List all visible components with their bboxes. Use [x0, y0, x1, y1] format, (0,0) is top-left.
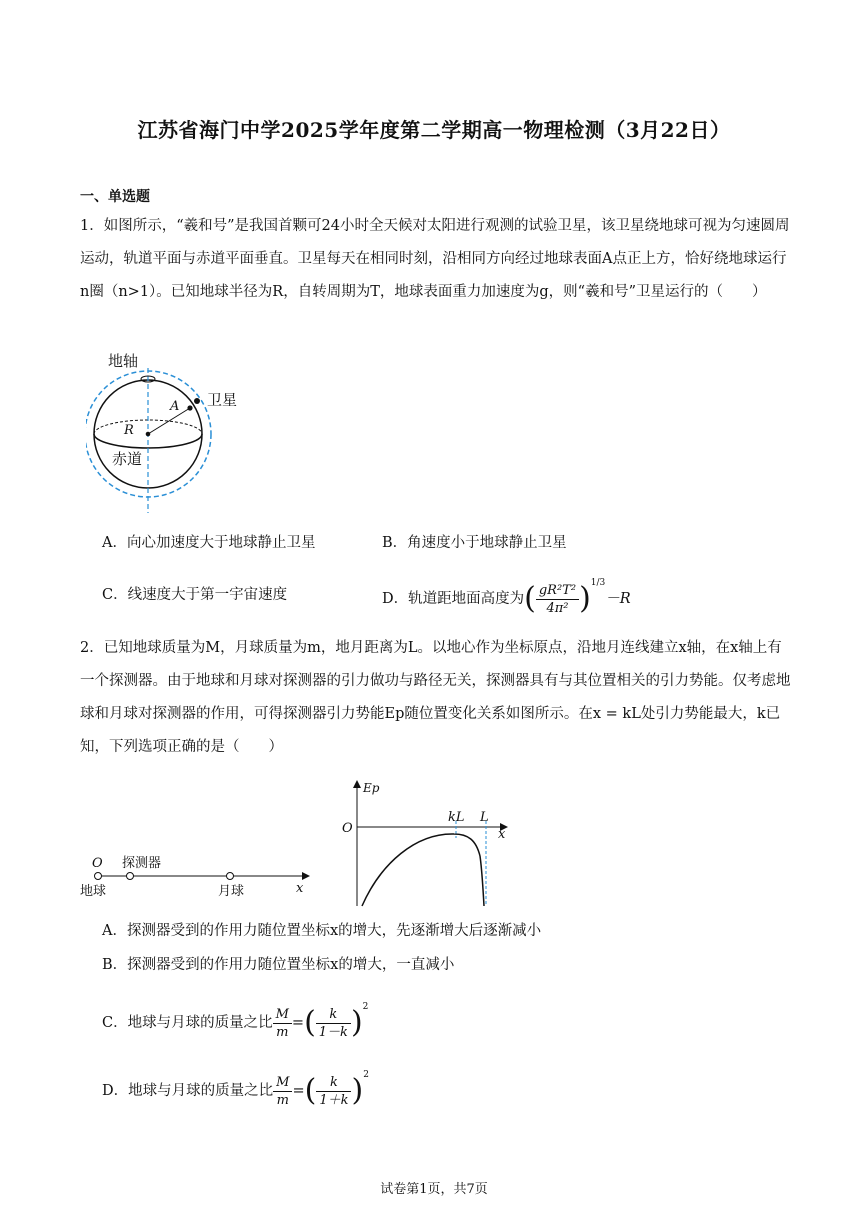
q2-option-d[interactable]: D．地球与月球的质量之比 $\frac{M}{m}$ =( $\frac{k}{1+k}$ )$^2$: [102, 1070, 369, 1108]
q1-option-a[interactable]: A．向心加速度大于地球静止卫星: [102, 535, 316, 551]
q2-option-c-fraction: $\frac{k}{1-k}$: [316, 1006, 351, 1041]
q2-option-a[interactable]: A．探测器受到的作用力随位置坐标x的增大，先逐渐增大后逐渐减小: [102, 923, 542, 939]
q2-option-c-equals: =: [291, 1015, 305, 1031]
y-axis-label: Ep: [363, 781, 380, 795]
q2-option-d-exponent: 2: [363, 1070, 369, 1080]
point-a-label: A: [170, 399, 180, 414]
q1-option-d-fraction: $\frac{\text{gR²T²}}{\text{4π²}}$: [536, 582, 579, 617]
origin-label: O: [92, 856, 103, 871]
q2-option-c-prefix: C．地球与月球的质量之比: [102, 1015, 273, 1031]
q1-option-d-prefix: D．轨道距地面高度为: [382, 591, 525, 607]
y-axis-arrow: [353, 780, 361, 788]
earth-satellite-figure: [86, 348, 246, 518]
question-2-text: 2．已知地球质量为M，月球质量为m，地月距离为L。以地心作为坐标原点，沿地月连线建立x轴，在x轴上有一个探测器。由于地球和月球对探测器的引力做功与路径无关，探测器具有与其位置相关的引力势能。仅考虑地球和月球对探测器的作用，可得探测器引力势能Ep随位置变化关系如图所示。在x = kL处引力势能最大，k已知，下列选项正确的是（ ）: [80, 640, 791, 755]
q2-option-d-ratio: $\frac{M}{m}$: [273, 1074, 292, 1109]
q2-option-d-fraction: $\frac{k}{1+k}$: [316, 1074, 351, 1109]
q2-option-c-exponent: 2: [362, 1002, 369, 1012]
q2-option-c-ratio: $\frac{M}{m}$: [273, 1006, 292, 1041]
point-a: [187, 405, 192, 410]
origin-label: O: [342, 821, 353, 836]
potential-curve: [362, 834, 484, 906]
section-heading: 一、单选题: [80, 189, 150, 205]
earth-moon-line-figure: [78, 852, 313, 898]
probe-point: [127, 873, 134, 880]
page-footer: 试卷第1页，共7页: [380, 1182, 488, 1197]
earth-point: [95, 873, 102, 880]
center-dot: [146, 432, 151, 437]
kl-label: kL: [448, 810, 465, 825]
radius-label: R: [124, 423, 134, 438]
probe-label: 探测器: [122, 856, 162, 871]
satellite-label: 卫星: [207, 391, 238, 409]
axis-label: 地轴: [108, 352, 139, 370]
q2-option-d-equals: =: [292, 1083, 305, 1099]
x-axis-label: x: [498, 827, 506, 842]
moon-point: [227, 873, 234, 880]
q1-option-d-suffix: －R: [605, 591, 631, 607]
q1-option-c[interactable]: C．线速度大于第一宇宙速度: [102, 587, 288, 603]
page-title: 江苏省海门中学2025学年度第二学期高一物理检测（3月22日）: [137, 118, 731, 142]
moon-label: 月球: [218, 884, 245, 898]
potential-energy-graph: [336, 778, 516, 908]
x-axis-label: x: [296, 881, 304, 896]
q1-option-d-exponent: 1/3: [590, 578, 606, 588]
q1-option-d[interactable]: D．轨道距地面高度为( $\frac{\text{gR²T²}}{\text{4π²}}$ )$^{1/3}$－R: [382, 578, 631, 616]
q2-option-d-prefix: D．地球与月球的质量之比: [102, 1083, 274, 1099]
radius-line: [148, 408, 190, 434]
satellite-dot: [194, 398, 200, 404]
l-label: L: [480, 810, 489, 825]
equator-label: 赤道: [112, 450, 143, 468]
x-axis-arrow: [302, 872, 310, 880]
q2-option-b[interactable]: B．探测器受到的作用力随位置坐标x的增大，一直减小: [102, 957, 455, 973]
earth-label: 地球: [80, 884, 107, 898]
question-1-text: 1．如图所示，“羲和号”是我国首颗可24小时全天候对太阳进行观测的试验卫星，该卫星绕地球可视为匀速圆周运动，轨道平面与赤道平面垂直。卫星每天在相同时刻，沿相同方向经过地球表面A点正上方，恰好绕地球运行n圈（n>1）。已知地球半径为R，自转周期为T，地球表面重力加速度为g，则“羲和号”卫星运行的（ ）: [80, 218, 790, 300]
q2-option-c[interactable]: C．地球与月球的质量之比 $\frac{M}{m}$ =( $\frac{k}{1-k}$ )$^2$: [102, 1002, 369, 1040]
q1-option-b[interactable]: B．角速度小于地球静止卫星: [382, 535, 567, 551]
